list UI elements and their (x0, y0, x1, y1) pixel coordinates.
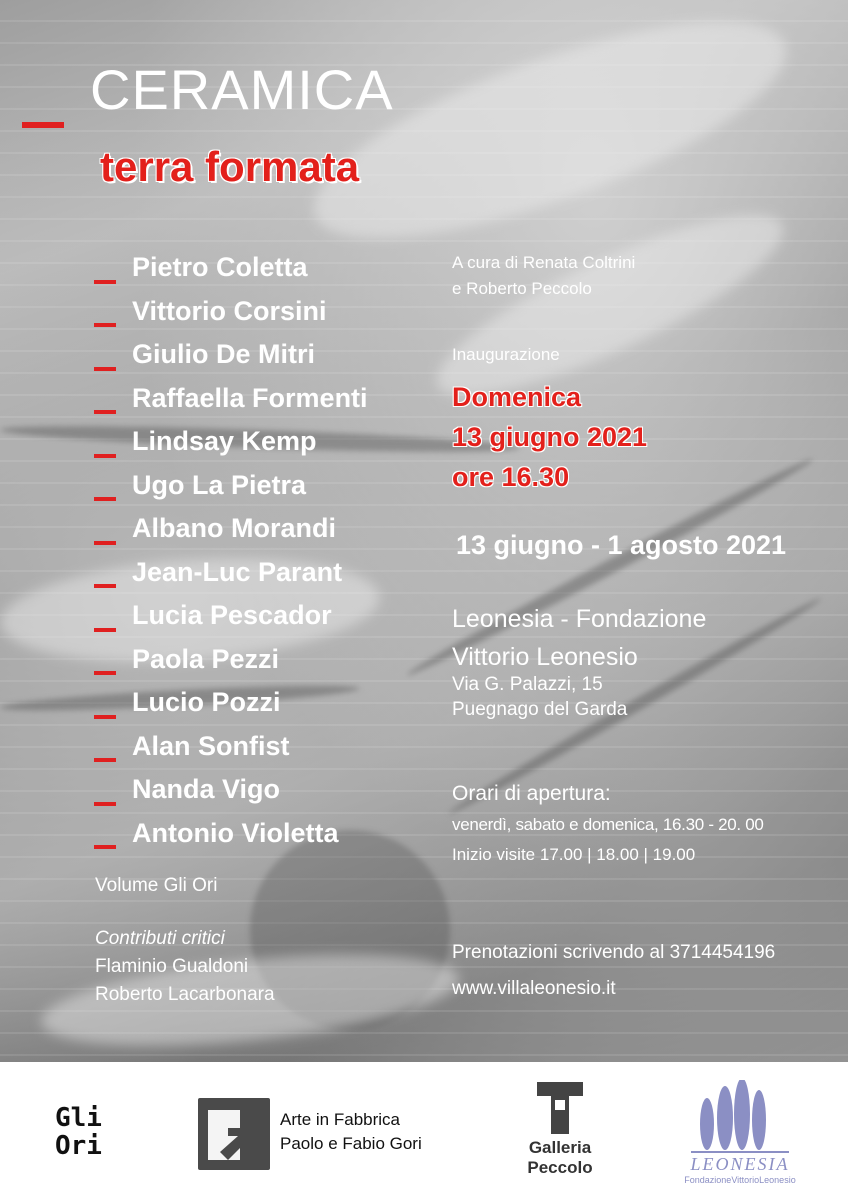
artist-item (94, 333, 368, 377)
artist-dash (94, 280, 116, 284)
artist-item (94, 768, 368, 812)
artist-dash (94, 758, 116, 762)
galleria-line-2: Peccolo (527, 1158, 593, 1177)
venue-line-1: Leonesia - Fondazione (452, 605, 707, 633)
leonesia-logo (670, 1080, 810, 1186)
artist-dash (94, 367, 116, 371)
footer-logos (0, 1062, 848, 1200)
artist-dash (94, 802, 116, 806)
galleria-line-1: Galleria (528, 1138, 592, 1157)
artist-name: Lucia Pescador (132, 600, 332, 631)
artist-dash (94, 541, 116, 545)
artist-item (94, 638, 368, 682)
artist-dash (94, 845, 116, 849)
inauguration-label: Inaugurazione (452, 345, 560, 364)
hours-visits: Inizio visite 17.00 | 18.00 | 19.00 (452, 845, 696, 864)
artist-item (94, 812, 368, 856)
artist-name: Antonio Violetta (132, 817, 339, 848)
artist-name: Giulio De Mitri (132, 339, 316, 370)
gliori-line-1: Gli (55, 1103, 102, 1133)
galleria-peccolo-logo (515, 1080, 605, 1178)
volume-text: Volume Gli Ori (95, 875, 218, 896)
leonesia-sub: FondazioneVittorioLeonesio (684, 1175, 796, 1185)
artist-dash (94, 584, 116, 588)
artist-name: Lindsay Kemp (132, 426, 317, 457)
page-subtitle: terra formata (100, 143, 360, 190)
booking-text: Prenotazioni scrivendo al 3714454196 (452, 942, 776, 963)
artist-dash (94, 454, 116, 458)
artist-item (94, 246, 368, 290)
artist-item (94, 507, 368, 551)
artist-item (94, 594, 368, 638)
artist-dash (94, 497, 116, 501)
gliori-line-2: Ori (55, 1131, 102, 1161)
artist-dash (94, 323, 116, 327)
artist-name: Ugo La Pietra (132, 469, 307, 500)
artist-name: Alan Sonfist (132, 730, 290, 761)
page-title: CERAMICA (90, 58, 394, 121)
artist-item (94, 551, 368, 595)
venue-line-2: Vittorio Leonesio (452, 643, 638, 671)
artist-name: Vittorio Corsini (132, 295, 327, 326)
artist-name: Pietro Coletta (132, 252, 308, 283)
artist-name: Albano Morandi (132, 513, 336, 544)
artists-list (94, 246, 368, 855)
exhibition-period: 13 giugno - 1 agosto 2021 (456, 530, 787, 560)
galleria-mark-icon (535, 1080, 585, 1136)
artist-dash (94, 410, 116, 414)
address-line-1: Via G. Palazzi, 15 (452, 674, 603, 695)
artist-item (94, 681, 368, 725)
leonesia-name: LEONESIA (690, 1154, 790, 1174)
artist-name: Lucio Pozzi (132, 687, 281, 718)
artist-name: Raffaella Formenti (132, 382, 368, 413)
hours-label: Orari di apertura: (452, 782, 611, 805)
contributor-1: Flaminio Gualdoni (95, 956, 249, 977)
artist-name: Paola Pezzi (132, 643, 280, 674)
artist-name: Nanda Vigo (132, 774, 281, 805)
arte-in-fabbrica-mark-icon (198, 1098, 270, 1170)
inauguration-time: ore 16.30 (452, 462, 570, 492)
address-line-2: Puegnago del Garda (452, 699, 628, 720)
contributi-label: Contributi critici (95, 928, 225, 949)
arte-line-1: Arte in Fabbrica (280, 1110, 400, 1129)
artist-name: Jean-Luc Parant (132, 556, 343, 587)
hours-days: venerdì, sabato e domenica, 16.30 - 20. 00 (452, 815, 764, 834)
artist-dash (94, 671, 116, 675)
contributor-2: Roberto Lacarbonara (95, 984, 275, 1005)
artist-item (94, 290, 368, 334)
artist-item (94, 420, 368, 464)
cypress-trees-icon (685, 1080, 795, 1154)
inauguration-date: 13 giugno 2021 (452, 422, 648, 452)
artist-dash (94, 715, 116, 719)
artist-dash (94, 628, 116, 632)
artist-item (94, 464, 368, 508)
gliori-logo (55, 1104, 102, 1160)
arte-line-2: Paolo e Fabio Gori (280, 1134, 422, 1153)
curators-line-2: e Roberto Peccolo (452, 279, 592, 298)
website-link[interactable]: www.villaleonesio.it (452, 978, 616, 999)
artist-item (94, 377, 368, 421)
inauguration-day: Domenica (452, 382, 582, 412)
title-dash (22, 122, 64, 128)
artist-item (94, 725, 368, 769)
curators-line-1: A cura di Renata Coltrini (452, 253, 636, 272)
